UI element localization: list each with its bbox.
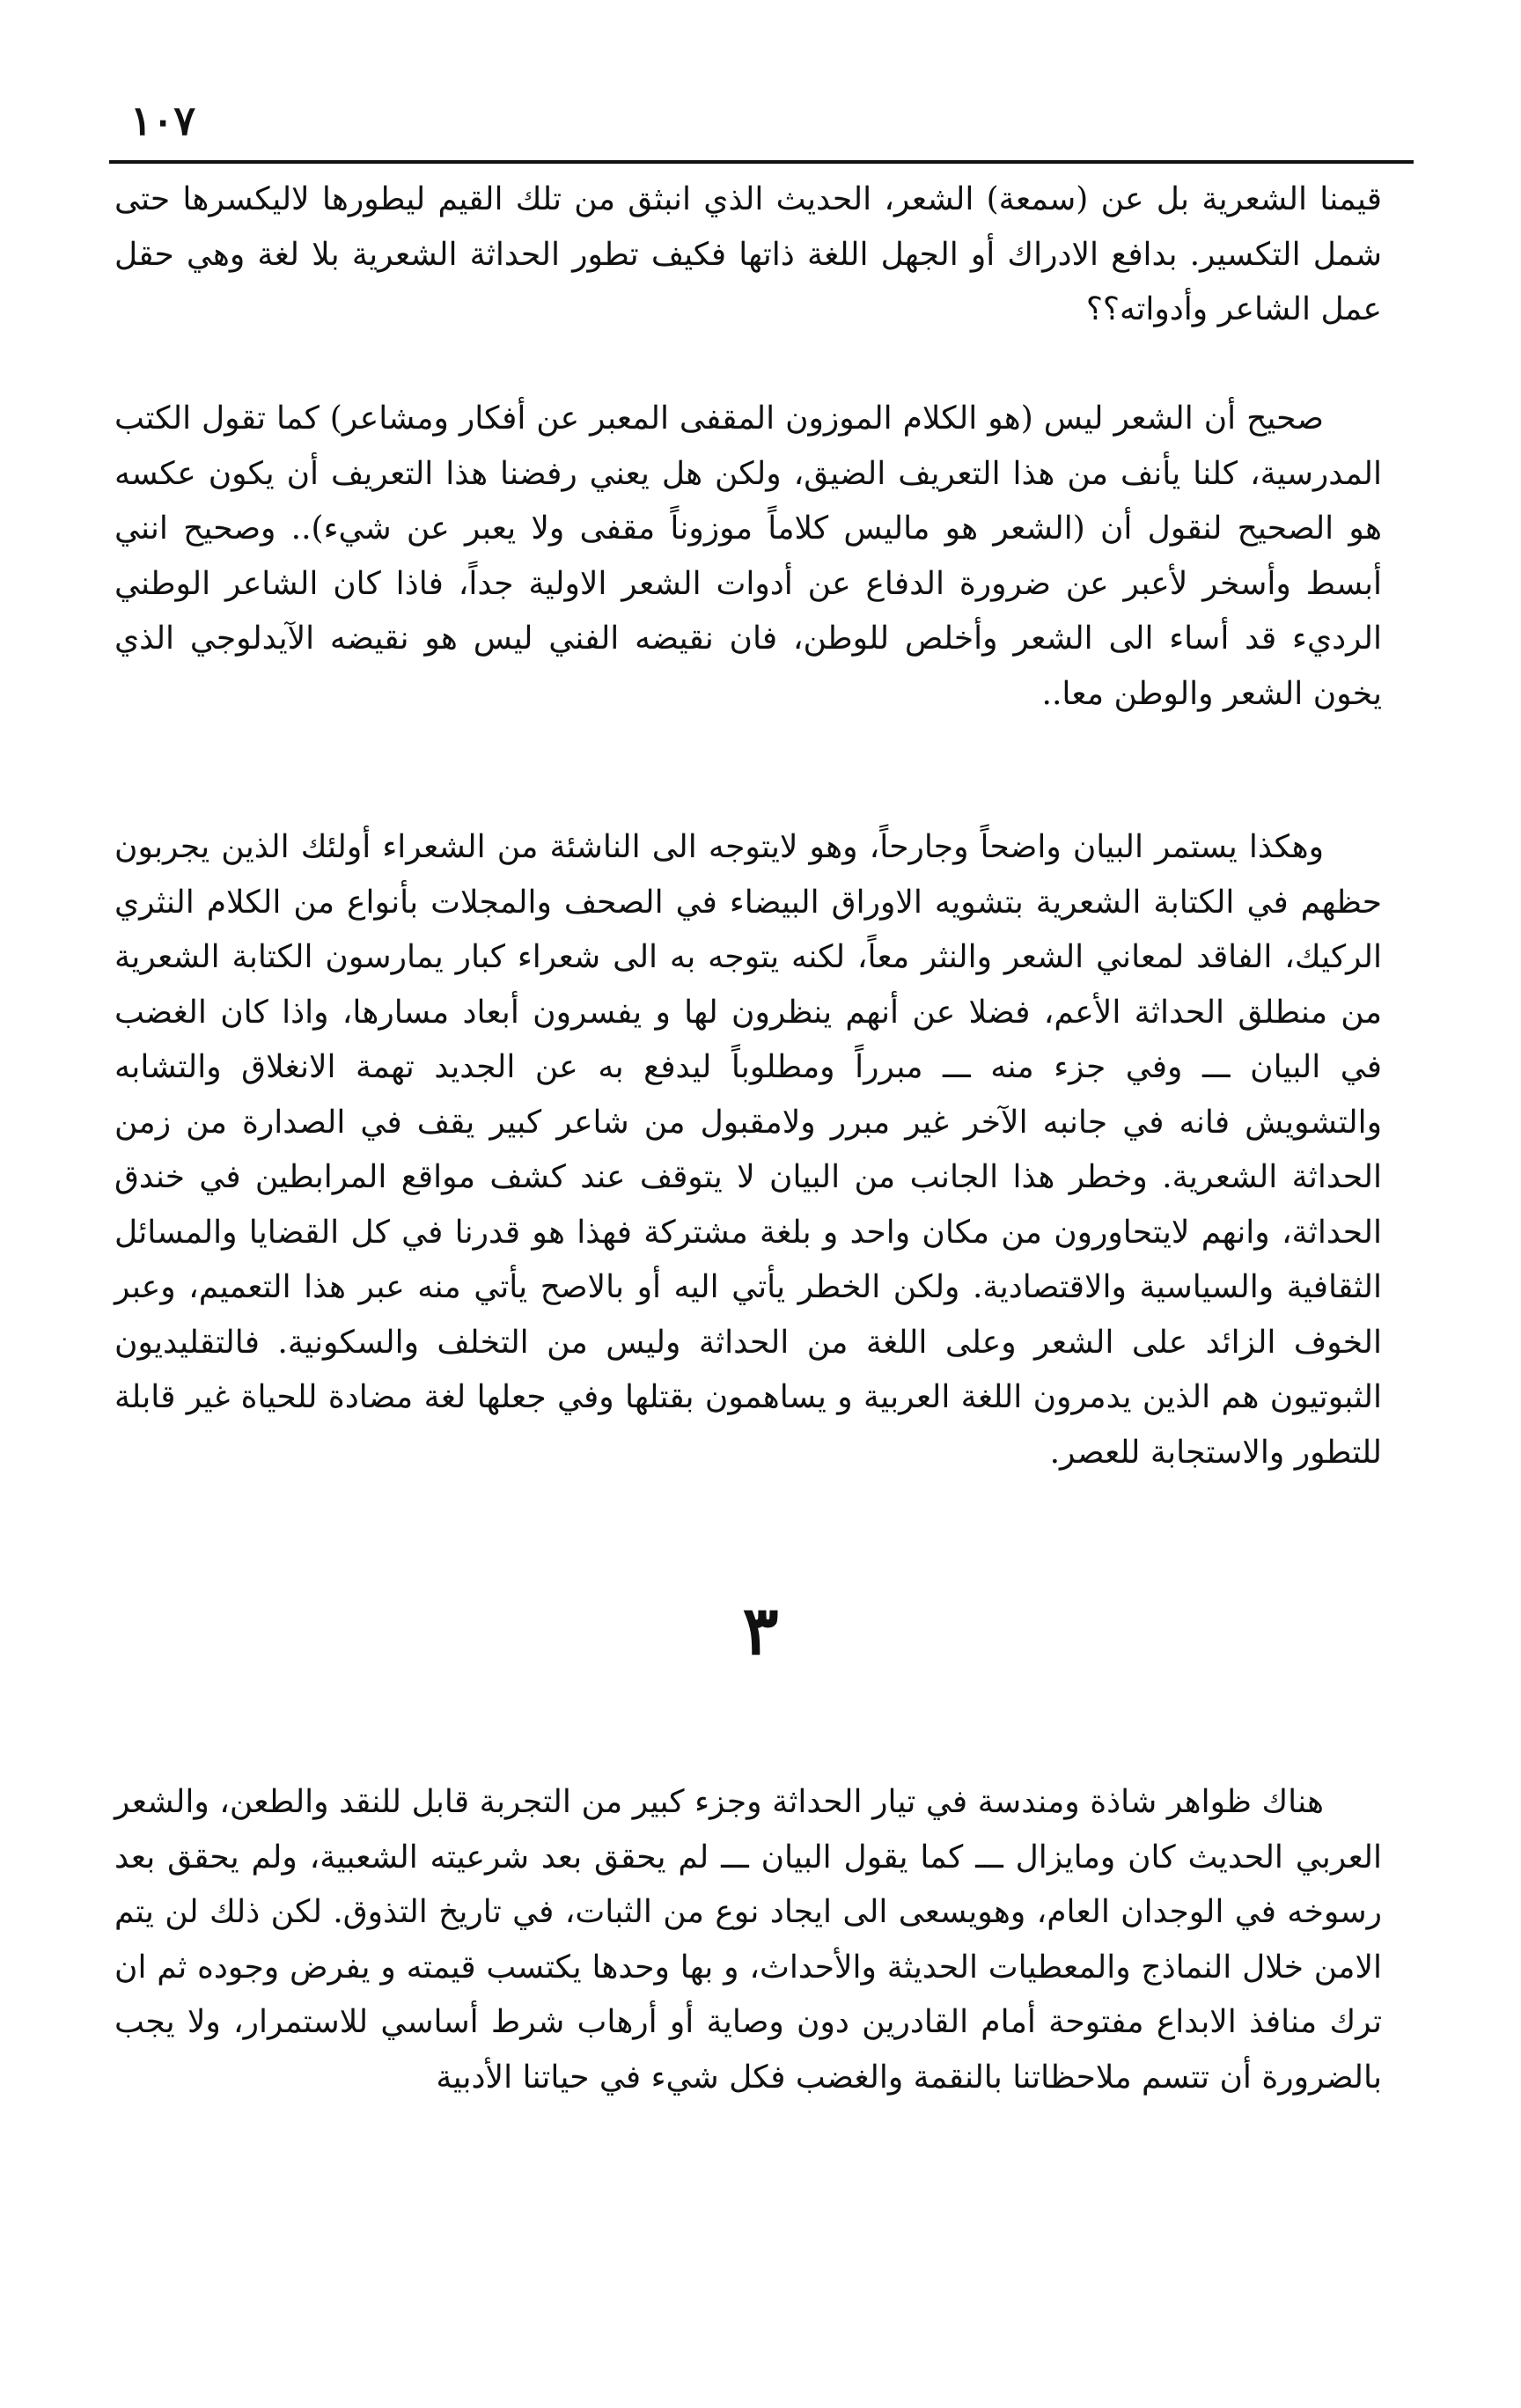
paragraph-2: صحيح أن الشعر ليس (هو الكلام الموزون المقفى المعبر عن أفكار ومشاعر) كما تقول الكتب المدرسية، كلنا يأنف من هذا التعريف الضيق، ولكن هل يعني رفضنا هذا التعريف أن يكون عكسه هو الصحيح لنقول أن (الشعر هو ماليس كلاماً موزوناً مقفى ولا يعبر عن شيء).. وصحيح انني أبسط وأسخر لأعبر عن ضرورة الدفاع عن أدوات الشعر الاولية جداً، فاذا كان الشاعر الوطني الرديء قد أساء الى الشعر وأخلص للوطن، فان نقيضه الفني ليس هو نقيضه الآيدلوجي الذي يخون الشعر والوطن معا.. (114, 400, 1383, 712)
paragraph-block-4 (114, 1775, 1382, 2105)
section-number: ٣ (742, 1591, 779, 1670)
paragraph-1: قيمنا الشعرية بل عن (سمعة) الشعر، الحديث الذي انبثق من تلك القيم ليطورها لاليكسرها حتى شمل التكسير. بدافع الادراك أو الجهل اللغة ذاتها فكيف تطور الحداثة الشعرية بلا لغة وهي حقل عمل الشاعر وأدواته؟؟ (114, 181, 1382, 327)
paragraph-block-1 (114, 173, 1382, 338)
paragraph-3: وهكذا يستمر البيان واضحاً وجارحاً، وهو لايتوجه الى الناشئة من الشعراء أولئك الذين يجربون حظهم في الكتابة الشعرية بتشويه الاوراق البيضاء في الصحف والمجلات بأنواع من الكلام النثري الركيك، الفاقد لمعاني الشعر والنثر معاً، لكنه يتوجه به الى شعراء كبار يمارسون الكتابة الشعرية من منطلق الحداثة الأعم، فضلا عن أنهم ينظرون لها و يفسرون أبعاد مسارها، واذا كان الغضب في البيان ـــ وفي جزء منه ـــ مبرراً ومطلوباً ليدفع به عن الجديد تهمة الانغلاق والتشابه والتشويش فانه في جانبه الآخر غير مبرر ولامقبول من شاعر كبير يقف في الصدارة من زمن الحداثة الشعرية. وخطر هذا الجانب من البيان لا يتوقف عند كشف مواقع المرابطين في خندق الحداثة، وانهم لايتحاورون من مكان واحد و بلغة مشتركة فهذا هو قدرنا في كل القضايا والمسائل الثقافية والسياسية والاقتصادية. ولكن الخطر يأتي اليه أو بالاصح يأتي منه عبر هذا التعميم، وعبر الخوف الزائد على الشعر وعلى اللغة من الحداثة وليس من التخلف والسكونية. فالتقليديون الثبوتيون هم الذين يدمرون اللغة العربية و يساهمون بقتلها وفي جعلها لغة مضادة للحياة غير قابلة للتطور والاستجابة للعصر. (114, 829, 1382, 1471)
paragraph-block-2 (114, 392, 1382, 722)
header-rule (109, 160, 1414, 164)
paragraph-block-3 (114, 820, 1382, 1480)
paragraph-4: هناك ظواهر شاذة ومندسة في تيار الحداثة وجزء كبير من التجربة قابل للنقد والطعن، والشعر العربي الحديث كان ومايزال ـــ كما يقول البيان ـــ لم يحقق بعد شرعيته الشعبية، ولم يحقق بعد رسوخه في الوجدان العام، وهويسعى الى ايجاد نوع من الثبات، في تاريخ التذوق. لكن ذلك لن يتم الامن خلال النماذج والمعطيات الحديثة والأحداث، و بها وحدها يكتسب قيمته و يفرض وجوده ثم ان ترك منافذ الابداع مفتوحة أمام القادرين دون وصاية أو أرهاب شرط أساسي للاستمرار، ولا يجب بالضرورة أن تتسم ملاحظاتنا بالنقمة والغضب فكل شيء في حياتنا الأدبية (114, 1784, 1382, 2096)
page-number: ١٠٧ (130, 97, 196, 144)
